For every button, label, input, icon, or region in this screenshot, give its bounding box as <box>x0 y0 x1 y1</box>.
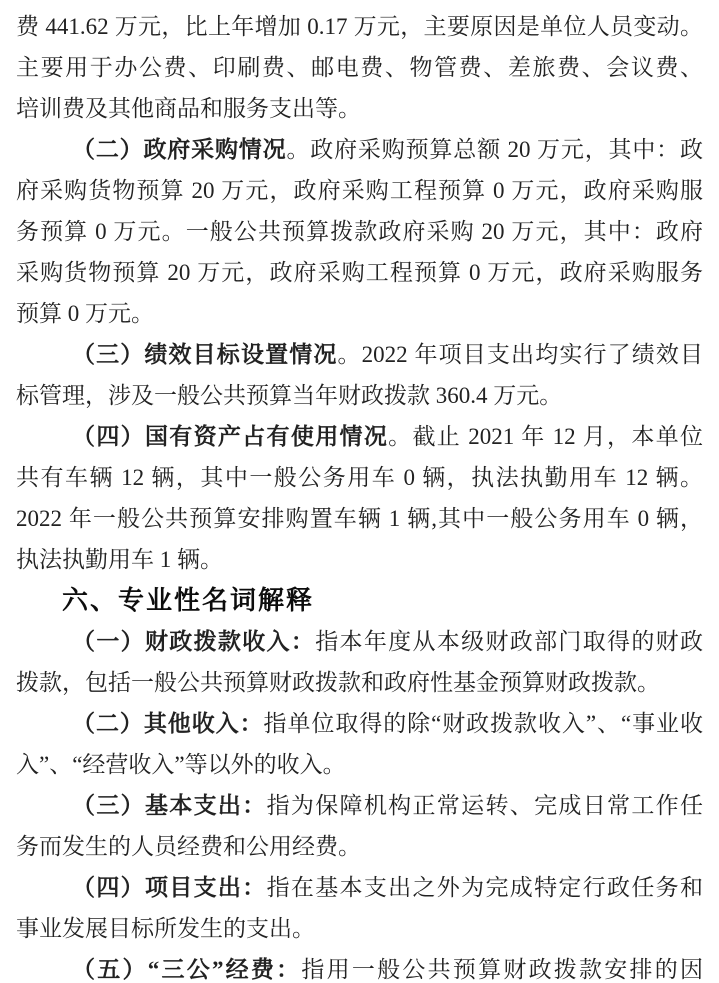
bold-lead-text: （四）国有资产占有使用情况 <box>72 424 389 449</box>
body-text: 标管理，涉及一般公共预算当年财政拨款 360.4 万元。 <box>16 383 563 408</box>
text-line <box>16 416 703 457</box>
body-text: 府采购货物预算 20 万元，政府采购工程预算 0 万元，政府采购服 <box>16 178 703 203</box>
body-text: 指单位取得的除“财政拨款收入”、“事业收 <box>263 711 703 736</box>
document-body <box>16 6 703 983</box>
bold-lead-text: （二）其他收入： <box>72 711 264 736</box>
body-text: 培训费及其他商品和服务支出等。 <box>16 96 361 121</box>
bold-lead-text: （五）“三公”经费： <box>72 957 302 982</box>
body-text: 。政府采购预算总额 20 万元，其中：政 <box>286 137 703 162</box>
text-line <box>16 211 703 252</box>
body-text: 采购货物预算 20 万元，政府采购工程预算 0 万元，政府采购服务 <box>16 260 703 285</box>
text-line <box>16 621 703 662</box>
bold-lead-text: （二）政府采购情况 <box>72 137 287 162</box>
text-line <box>16 949 703 983</box>
body-text: 指为保障机构正常运转、完成日常工作任 <box>266 793 703 818</box>
text-line <box>16 744 703 785</box>
body-text: 指本年度从本级财政部门取得的财政 <box>315 629 703 654</box>
bold-lead-text: （三）基本支出： <box>72 793 267 818</box>
text-line <box>16 129 703 170</box>
text-line <box>16 293 703 334</box>
body-text: 指在基本支出之外为完成特定行政任务和 <box>266 875 703 900</box>
body-text: 拨款，包括一般公共预算财政拨款和政府性基金预算财政拨款。 <box>16 670 660 695</box>
body-text: 务预算 0 万元。一般公共预算拨款政府采购 20 万元，其中：政府 <box>16 219 703 244</box>
body-text: 指用一般公共预算财政拨款安排的因 <box>301 957 703 982</box>
body-text: 。截止 2021 年 12 月，本单位 <box>388 424 703 449</box>
body-text: 。2022 年项目支出均实行了绩效目 <box>337 342 703 367</box>
text-line <box>16 88 703 129</box>
text-line <box>16 908 703 949</box>
body-text: 2022 年一般公共预算安排购置车辆 1 辆,其中一般公务用车 0 辆， <box>16 506 703 531</box>
text-line <box>16 867 703 908</box>
body-text: 入”、“经营收入”等以外的收入。 <box>16 752 346 777</box>
body-text: 务而发生的人员经费和公用经费。 <box>16 834 361 859</box>
body-text: 预算 0 万元。 <box>16 301 154 326</box>
section-heading <box>16 580 703 621</box>
body-text: 共有车辆 12 辆，其中一般公务用车 0 辆，执法执勤用车 12 辆。 <box>16 465 703 490</box>
text-line <box>16 785 703 826</box>
bold-lead-text: 六、专业性名词解释 <box>62 585 315 615</box>
text-line <box>16 170 703 211</box>
text-line <box>16 703 703 744</box>
text-line <box>16 375 703 416</box>
text-line <box>16 662 703 703</box>
body-text: 事业发展目标所发生的支出。 <box>16 916 315 941</box>
text-line <box>16 334 703 375</box>
body-text: 执法执勤用车 1 辆。 <box>16 547 223 572</box>
text-line <box>16 47 703 88</box>
text-line <box>16 498 703 539</box>
bold-lead-text: （三）绩效目标设置情况 <box>72 342 338 367</box>
text-line <box>16 539 703 580</box>
text-line <box>16 457 703 498</box>
body-text: 费 441.62 万元，比上年增加 0.17 万元，主要原因是单位人员变动。 <box>16 14 703 39</box>
text-line <box>16 826 703 867</box>
bold-lead-text: （四）项目支出： <box>72 875 267 900</box>
text-line <box>16 252 703 293</box>
bold-lead-text: （一）财政拨款收入： <box>72 629 316 654</box>
text-line <box>16 6 703 47</box>
body-text: 主要用于办公费、印刷费、邮电费、物管费、差旅费、会议费、 <box>16 55 703 80</box>
